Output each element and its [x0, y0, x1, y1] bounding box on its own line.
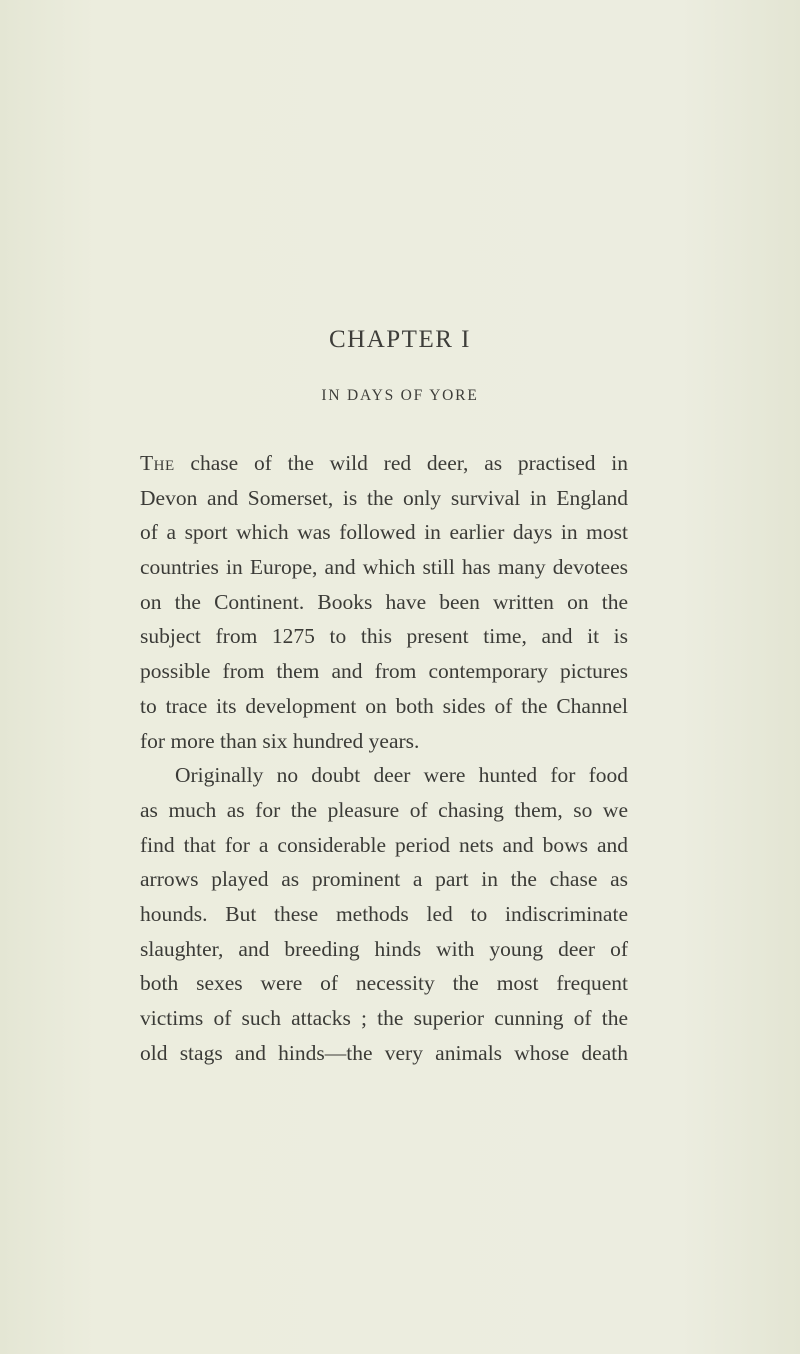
text-line: for more than six hundred years. [140, 728, 420, 753]
text-line: as much as for the pleasure of chasing them, so we [140, 797, 628, 822]
text-line: slaughter, and breeding hinds with young deer of [140, 936, 628, 961]
text-line: on the Continent. Books have been written on the [140, 589, 628, 614]
text-line: Originally no doubt deer were hunted for food [175, 763, 628, 788]
chapter-body [140, 446, 628, 1070]
text-line: countries in Europe, and which still has many devotees [140, 555, 628, 580]
chapter-subtitle: IN DAYS OF YORE [321, 387, 479, 404]
chapter-heading [0, 318, 800, 355]
text-line: victims of such attacks ; the superior cunning of the [140, 1006, 628, 1030]
text-line: arrows played as prominent a part in the chase as [140, 867, 628, 892]
text-line: The chase of the wild red deer, as practised in [140, 451, 628, 475]
text-line: find that for a considerable period nets and bows and [140, 832, 628, 857]
lead-word: The [140, 451, 175, 475]
paragraph-1 [140, 446, 628, 758]
paragraph-2 [140, 758, 628, 1070]
chapter-heading-text: CHAPTER I [329, 326, 471, 353]
text-line: Devon and Somerset, is the only survival in England [140, 485, 628, 510]
text-line: both sexes were of necessity the most frequent [140, 971, 628, 996]
text-line: possible from them and from contemporary pictures [140, 659, 628, 684]
text-line: subject from 1275 to this present time, and it is [140, 624, 628, 649]
text-line: hounds. But these methods led to indiscriminate [140, 901, 628, 926]
text-line: old stags and hinds—the very animals whose death [140, 1040, 628, 1065]
text-line: to trace its development on both sides of the Channel [140, 693, 628, 718]
text-line: of a sport which was followed in earlier days in most [140, 520, 628, 545]
